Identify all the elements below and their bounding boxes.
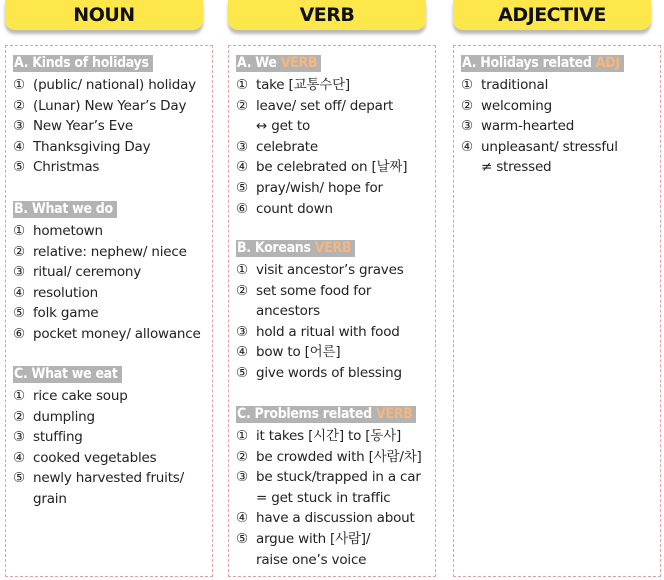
list-item xyxy=(461,116,656,137)
list-item xyxy=(236,467,431,488)
list-item xyxy=(13,262,208,283)
section-title-accent: ADJ xyxy=(595,55,620,71)
list-item xyxy=(13,427,208,448)
list-item xyxy=(13,407,208,428)
item-text: Christmas xyxy=(33,159,100,176)
item-number: ① xyxy=(13,388,25,404)
item-text: stuffing xyxy=(33,429,83,446)
item-text: traditional xyxy=(481,77,549,93)
item-text: dumpling xyxy=(33,408,95,425)
list-item xyxy=(13,157,208,178)
item-text: (public/ national) holiday xyxy=(33,77,196,93)
item-number: ② xyxy=(13,408,25,425)
list-item xyxy=(236,178,431,199)
item-number: ⑤ xyxy=(13,159,25,176)
item-text: set some food for xyxy=(256,282,372,299)
verb-section-b xyxy=(236,237,431,384)
list-item-continuation xyxy=(236,301,431,322)
list-item xyxy=(13,386,208,407)
item-text: hold a ritual with food xyxy=(256,323,400,340)
item-number: ③ xyxy=(13,429,25,446)
verb-section-a xyxy=(236,52,431,219)
section-title xyxy=(461,55,624,72)
list-item xyxy=(236,75,431,96)
list-item xyxy=(13,468,208,489)
list-item xyxy=(13,96,208,117)
section-title xyxy=(13,201,117,218)
section-title-text: C. What we eat xyxy=(14,366,118,382)
item-text: have a discussion about xyxy=(256,510,415,527)
item-list xyxy=(13,221,208,345)
adjective-header: ADJECTIVE xyxy=(453,0,651,30)
list-item xyxy=(13,324,208,345)
list-item xyxy=(13,116,208,137)
item-number: ④ xyxy=(13,284,25,301)
list-item-continuation xyxy=(236,550,431,571)
item-number: ④ xyxy=(13,449,25,466)
item-text: ↔ get to xyxy=(256,118,311,135)
item-text: welcoming xyxy=(481,97,553,114)
item-number: ⑤ xyxy=(13,470,25,487)
list-item xyxy=(461,75,656,96)
item-text: raise one’s voice xyxy=(256,551,367,568)
item-text: pocket money/ allowance xyxy=(33,325,201,342)
item-number: ⑥ xyxy=(236,200,248,217)
list-item xyxy=(13,303,208,324)
list-item xyxy=(236,199,431,220)
item-text: newly harvested fruits/ xyxy=(33,470,184,487)
list-item xyxy=(13,221,208,242)
list-item xyxy=(236,322,431,343)
item-number: ③ xyxy=(13,264,25,281)
item-text: leave/ set off/ depart xyxy=(256,97,394,114)
item-number: ① xyxy=(236,77,248,93)
item-list xyxy=(461,75,656,178)
noun-header: NOUN xyxy=(5,0,203,30)
section-title xyxy=(236,55,321,72)
item-number: ③ xyxy=(13,118,25,135)
item-text: = get stuck in traffic xyxy=(256,489,391,506)
item-text: pray/wish/ hope for xyxy=(256,179,383,196)
section-title-text: C. Problems related xyxy=(237,406,372,422)
item-number: ① xyxy=(13,223,25,239)
item-text: hometown xyxy=(33,223,103,239)
item-number: ④ xyxy=(236,344,248,361)
item-list xyxy=(13,386,208,510)
item-number: ② xyxy=(13,97,25,114)
item-number: ③ xyxy=(236,138,248,155)
item-number: ⑤ xyxy=(13,305,25,322)
item-text: ritual/ ceremony xyxy=(33,264,142,281)
list-item-continuation xyxy=(13,489,208,510)
list-item xyxy=(236,447,431,468)
list-item xyxy=(461,137,656,158)
item-list xyxy=(236,75,431,219)
list-item xyxy=(13,283,208,304)
item-text: cooked vegetables xyxy=(33,449,157,466)
item-number: ③ xyxy=(236,469,248,486)
verb-header: VERB xyxy=(228,0,426,30)
item-number: ④ xyxy=(461,138,473,155)
item-text: resolution xyxy=(33,284,99,301)
section-title-text: A. We xyxy=(237,55,277,71)
section-title-accent: VERB xyxy=(280,55,318,71)
item-text: give words of blessing xyxy=(256,364,402,381)
item-number: ② xyxy=(236,282,248,299)
item-number: ③ xyxy=(461,118,473,135)
item-number: ② xyxy=(13,243,25,260)
item-text: take [교통수단] xyxy=(256,77,350,93)
verb-section-c xyxy=(236,403,431,570)
item-number: ② xyxy=(236,97,248,114)
list-item xyxy=(236,508,431,529)
item-number: ④ xyxy=(236,159,248,176)
noun-section-a xyxy=(13,52,208,178)
item-number: ④ xyxy=(13,138,25,155)
list-item-continuation xyxy=(236,116,431,137)
list-item-continuation xyxy=(236,488,431,509)
list-item xyxy=(236,137,431,158)
noun-column xyxy=(5,45,213,577)
item-text: ≠ stressed xyxy=(481,159,552,176)
item-text: argue with [사람]/ xyxy=(256,530,371,547)
item-number: ⑥ xyxy=(13,325,25,342)
item-text: be celebrated on [날짜] xyxy=(256,159,408,176)
item-number: ⑤ xyxy=(236,179,248,196)
list-item xyxy=(236,260,431,281)
noun-section-c xyxy=(13,363,208,510)
item-text: folk game xyxy=(33,305,99,322)
section-title-text: A. Holidays related xyxy=(462,55,592,71)
item-text: rice cake soup xyxy=(33,388,128,404)
section-title xyxy=(236,406,416,423)
item-number: ② xyxy=(236,448,248,465)
list-item xyxy=(13,448,208,469)
section-title-text: B. Koreans xyxy=(237,240,311,256)
item-text: it takes [시간] to [동사] xyxy=(256,428,402,444)
verb-column xyxy=(228,45,436,577)
item-number: ⑤ xyxy=(236,530,248,547)
item-text: relative: nephew/ niece xyxy=(33,243,187,260)
section-title xyxy=(13,366,122,383)
adjective-column xyxy=(453,45,661,577)
list-item xyxy=(13,242,208,263)
list-item xyxy=(236,157,431,178)
item-number: ③ xyxy=(236,323,248,340)
section-title xyxy=(13,55,153,72)
list-item xyxy=(236,96,431,117)
item-text: bow to [어른] xyxy=(256,344,341,361)
section-title-accent: VERB xyxy=(314,240,352,256)
item-text: Thanksgiving Day xyxy=(33,138,151,155)
item-text: (Lunar) New Year’s Day xyxy=(33,97,187,114)
item-list xyxy=(236,426,431,570)
list-item xyxy=(236,363,431,384)
adjective-section-a xyxy=(461,52,656,178)
item-number: ④ xyxy=(236,510,248,527)
list-item xyxy=(236,426,431,447)
item-number: ⑤ xyxy=(236,364,248,381)
item-text: be stuck/trapped in a car xyxy=(256,469,421,486)
list-item xyxy=(236,529,431,550)
item-text: count down xyxy=(256,200,333,217)
item-text: unpleasant/ stressful xyxy=(481,138,618,155)
item-list xyxy=(236,260,431,384)
noun-section-b xyxy=(13,198,208,345)
list-item xyxy=(461,96,656,117)
item-text: celebrate xyxy=(256,138,318,155)
item-list xyxy=(13,75,208,178)
list-item-continuation xyxy=(461,157,656,178)
item-number: ① xyxy=(236,262,248,278)
item-text: ancestors xyxy=(256,303,320,320)
item-number: ① xyxy=(236,428,248,444)
item-text: warm-hearted xyxy=(481,118,575,135)
item-number: ② xyxy=(461,97,473,114)
item-text: visit ancestor’s graves xyxy=(256,262,404,278)
list-item xyxy=(13,137,208,158)
section-title xyxy=(236,240,355,257)
item-text: grain xyxy=(33,490,67,507)
section-title-text: B. What we do xyxy=(14,201,113,217)
item-text: be crowded with [사람/차] xyxy=(256,448,422,465)
item-text: New Year’s Eve xyxy=(33,118,133,135)
item-number: ① xyxy=(461,77,473,93)
list-item xyxy=(236,342,431,363)
list-item xyxy=(236,281,431,302)
section-title-text: A. Kinds of holidays xyxy=(14,55,149,71)
list-item xyxy=(13,75,208,96)
item-number: ① xyxy=(13,77,25,93)
section-title-accent: VERB xyxy=(375,406,413,422)
